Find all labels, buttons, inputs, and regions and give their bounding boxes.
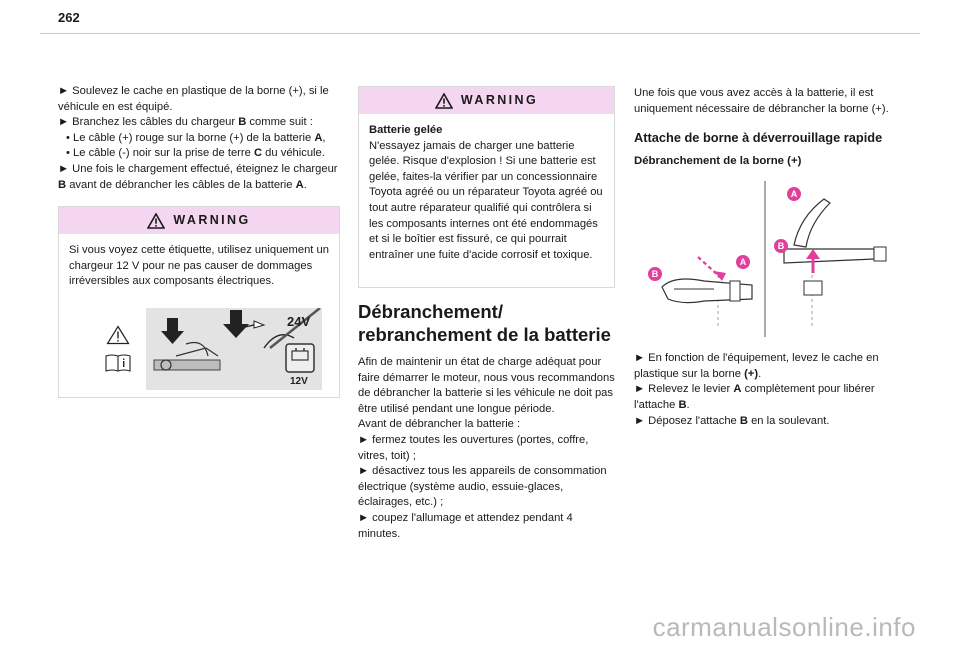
- charger-label-illustration: [90, 308, 322, 390]
- warning-text: [359, 114, 614, 271]
- paragraph: Une fois que vous avez accès à la batterie, il est uniquement nécessaire de débrancher la borne (+).: [634, 87, 889, 115]
- label-icons-panel: [90, 308, 146, 390]
- warning-header: WARNING: [59, 207, 339, 234]
- label-a-right: A: [787, 187, 801, 201]
- label-b-right: B: [774, 239, 788, 253]
- list-item: • Le câble (+) rouge sur la borne (+) de la batterie A,: [66, 131, 326, 144]
- warning-header: WARNING: [359, 87, 614, 114]
- warning-box: [358, 86, 615, 288]
- section-heading: Débranchement/ rebranchement de la batterie: [358, 301, 611, 345]
- watermark: carmanualsonline.info: [652, 612, 916, 642]
- section-heading: Attache de borne à déverrouillage rapide: [634, 130, 883, 146]
- manual-book-icon: [105, 353, 131, 373]
- page-number: 262: [58, 10, 80, 25]
- paragraph: ► Une fois le chargement effectué, éteignez le chargeur B avant de débrancher les câbles de la batterie A.: [58, 162, 338, 191]
- column-1: [58, 84, 340, 398]
- label-b-left: B: [648, 267, 662, 281]
- paragraph: N'essayez jamais de charger une batterie gelée. Risque d'explosion ! Si une batterie est gelée, faites-la vérifier par un concessionnaire Toyota agréé ou un réparateur Toyota agréé ou tout autre réparateur qualifié qui contrôlera si les composants internes ont été endommagés et si le boîtier est fissuré, ce qui pourrait entraîner une fuite d'acide corrosif et toxique.: [369, 139, 603, 261]
- label-12v: 12V: [290, 375, 308, 387]
- charger-label-panel: [146, 308, 322, 390]
- caution-triangle-icon: [106, 325, 130, 345]
- warning-subtitle: Batterie gelée: [369, 124, 443, 136]
- label-24v: 24V: [287, 313, 311, 329]
- subsection-heading: Débranchement de la borne (+): [634, 155, 802, 168]
- paragraph: ► Soulevez le cache en plastique de la borne (+), si le véhicule en est équipé.: [58, 85, 329, 113]
- warning-text: Si vous voyez cette étiquette, utilisez uniquement un chargeur 12 V pour ne pas causer de dommages irréversibles aux composants électriques.: [69, 244, 329, 288]
- warning-triangle-icon: [435, 93, 453, 109]
- list-item: ► coupez l'allumage et attendez pendant 4 minutes.: [358, 511, 573, 540]
- column-3: [634, 86, 896, 429]
- list-item: • Le câble (-) noir sur la prise de terre C du véhicule.: [66, 147, 325, 160]
- list-item: ► fermez toutes les ouvertures (portes, coffre, vitres, toit) ;: [358, 433, 589, 462]
- battery-terminal-diagram: [634, 177, 896, 345]
- warning-triangle-icon: [147, 213, 165, 229]
- list-item: ► désactivez tous les appareils de consommation électrique (système audio, essuie-glaces, éclairages, etc.) ;: [358, 465, 607, 509]
- column-2: [358, 86, 615, 542]
- warning-box: [58, 206, 340, 398]
- paragraph: Avant de débrancher la batterie :: [358, 418, 521, 431]
- list-item: ► En fonction de l'équipement, levez le cache en plastique sur la borne (+).: [634, 352, 879, 380]
- list-item: ► Déposez l'attache B en la soulevant.: [634, 414, 830, 427]
- header-divider: [40, 33, 920, 34]
- paragraph: Afin de maintenir un état de charge adéquat pour faire démarrer le moteur, nous vous recommandons de débrancher la batterie si les véhicule ne doit pas être utilisé pendant une longue période.: [358, 356, 615, 415]
- paragraph: ► Branchez les câbles du chargeur B comme suit :: [58, 116, 313, 129]
- list-item: ► Relevez le levier A complètement pour libérer l'attache B.: [634, 383, 875, 411]
- terminal-clamp-illustration: [634, 177, 896, 345]
- label-a-left: A: [736, 255, 750, 269]
